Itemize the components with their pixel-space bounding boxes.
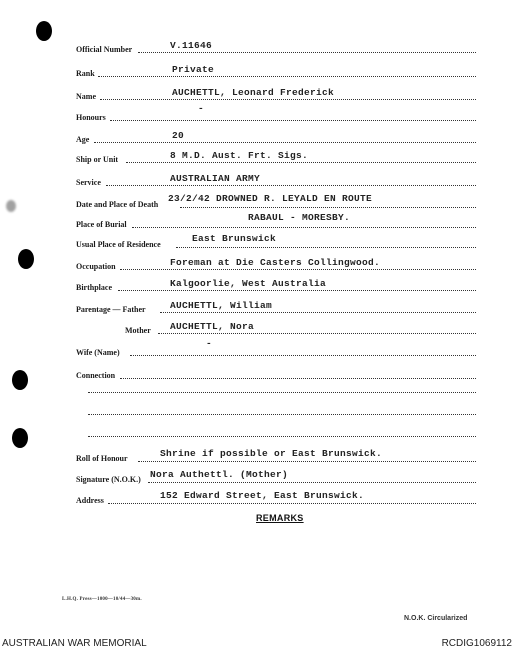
row-mother xyxy=(76,319,476,335)
punch-hole-2 xyxy=(18,249,34,269)
label-age: Age xyxy=(76,135,90,144)
label-name: Name xyxy=(76,92,96,101)
value-mother: AUCHETTL, Nora xyxy=(170,321,255,332)
value-age: 20 xyxy=(172,130,185,141)
label-death: Date and Place of Death xyxy=(76,200,159,209)
print-code: L.H.Q. Press—1000—10/44—30m. xyxy=(62,597,142,602)
row-father xyxy=(76,298,476,314)
row-official-number xyxy=(76,38,476,54)
label-birthplace: Birthplace xyxy=(76,283,112,292)
row-rank xyxy=(76,62,476,78)
row-ship-or-unit xyxy=(76,148,476,164)
label-signature: Signature (N.O.K.) xyxy=(76,475,141,484)
label-connection: Connection xyxy=(76,371,116,380)
nok-stamp: N.O.K. Circularized xyxy=(404,615,468,622)
value-ship-or-unit: 8 M.D. Aust. Frt. Sigs. xyxy=(170,150,309,161)
row-age xyxy=(76,128,476,144)
label-roll-of-honour: Roll of Honour xyxy=(76,454,128,463)
value-rank: Private xyxy=(172,64,215,75)
label-address: Address xyxy=(76,496,104,505)
value-service: AUSTRALIAN ARMY xyxy=(170,173,261,184)
label-official-number: Official Number xyxy=(76,45,133,54)
label-burial: Place of Burial xyxy=(76,220,127,229)
edge-smudge xyxy=(6,200,16,212)
row-roll-of-honour xyxy=(76,447,476,463)
label-wife: Wife (Name) xyxy=(76,348,120,357)
row-death xyxy=(76,193,476,209)
value-death: 23/2/42 DROWNED R. LEYALD EN ROUTE xyxy=(168,193,373,204)
value-occupation: Foreman at Die Casters Collingwood. xyxy=(170,257,381,268)
row-birthplace xyxy=(76,276,476,292)
value-wife: - xyxy=(206,338,213,349)
punch-hole-4 xyxy=(12,428,28,448)
value-birthplace: Kalgoorlie, West Australia xyxy=(170,278,327,289)
footer-archive-name: AUSTRALIAN WAR MEMORIAL xyxy=(2,638,147,649)
row-connection xyxy=(76,364,476,380)
connection-line-2 xyxy=(88,392,476,393)
label-father: Parentage — Father xyxy=(76,305,146,314)
label-occupation: Occupation xyxy=(76,262,116,271)
label-service: Service xyxy=(76,178,101,187)
value-honours: - xyxy=(198,103,205,114)
label-mother: Mother xyxy=(125,326,151,335)
connection-line-3 xyxy=(88,414,476,415)
row-service xyxy=(76,171,476,187)
value-burial: RABAUL - MORESBY. xyxy=(248,212,351,223)
connection-line-4 xyxy=(88,436,476,437)
row-name xyxy=(76,85,476,101)
row-burial xyxy=(76,213,476,229)
value-name: AUCHETTL, Leonard Frederick xyxy=(172,87,335,98)
footer-record-id: RCDIG1069112 xyxy=(441,638,512,649)
value-roll-of-honour: Shrine if possible or East Brunswick. xyxy=(160,448,383,459)
value-father: AUCHETTL, William xyxy=(170,300,273,311)
row-signature xyxy=(76,468,476,484)
row-address xyxy=(76,489,476,505)
row-honours xyxy=(76,103,476,122)
value-official-number: V.11646 xyxy=(170,40,213,51)
value-address: 152 Edward Street, East Brunswick. xyxy=(160,490,365,501)
remarks-heading: REMARKS xyxy=(256,513,304,523)
punch-hole-1 xyxy=(36,21,52,41)
row-residence xyxy=(76,233,476,249)
row-occupation xyxy=(76,255,476,271)
row-wife xyxy=(76,338,476,357)
label-ship-or-unit: Ship or Unit xyxy=(76,155,119,164)
label-honours: Honours xyxy=(76,113,106,122)
value-signature: Nora Authettl. (Mother) xyxy=(150,469,289,480)
label-residence: Usual Place of Residence xyxy=(76,240,161,249)
punch-hole-3 xyxy=(12,370,28,390)
label-rank: Rank xyxy=(76,69,95,78)
value-residence: East Brunswick xyxy=(192,233,277,244)
